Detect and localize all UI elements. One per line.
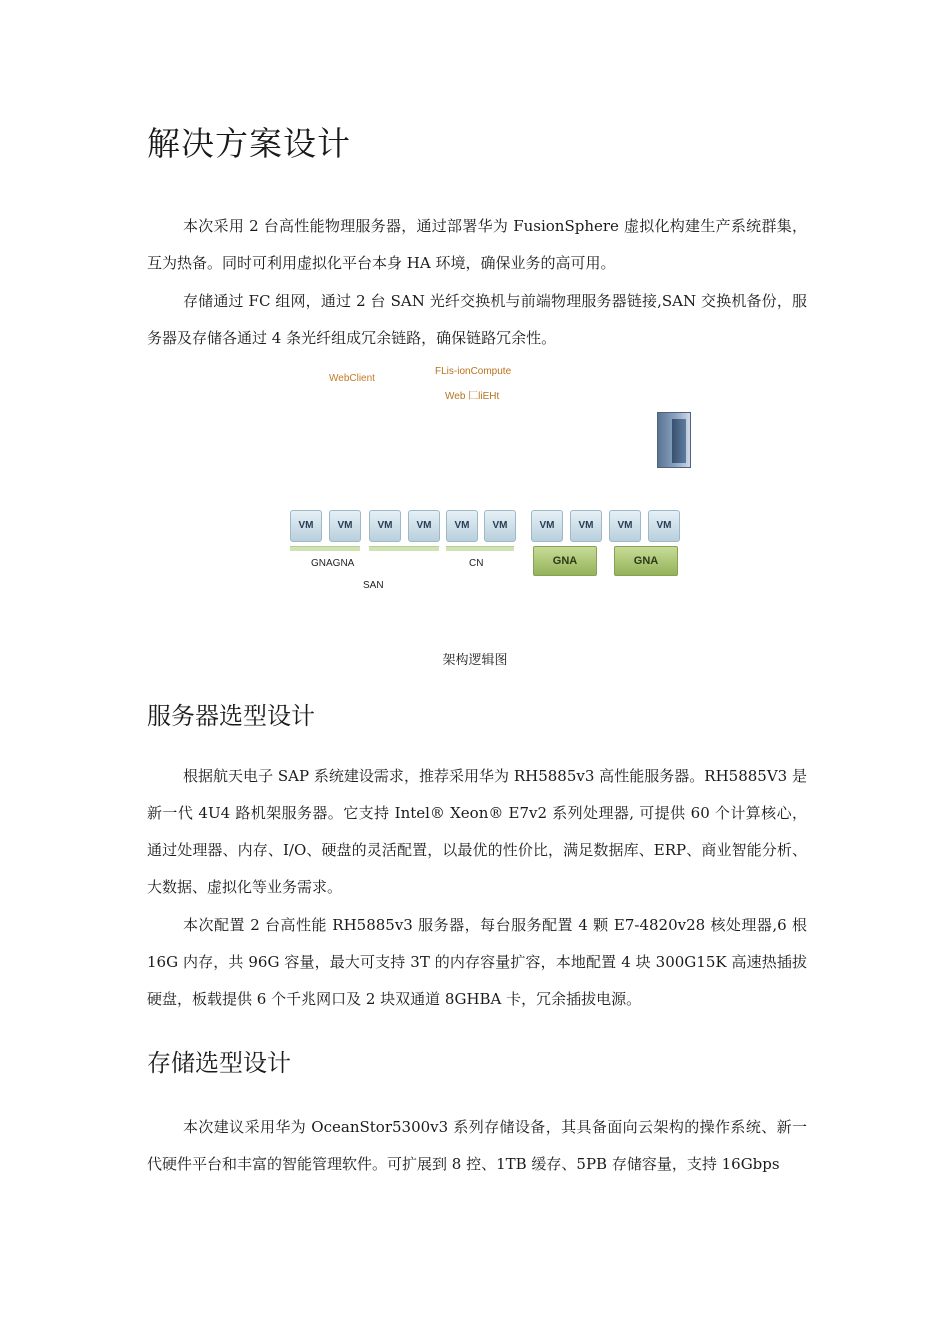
vm-box: VM — [484, 510, 516, 542]
paragraph-solution-2: 存储通过 FC 组网，通过 2 台 SAN 光纤交换机与前端物理服务器链接,SAN 交换机备份，服务器及存储各通过 4 条光纤组成冗余链路，确保链路冗余性。 — [147, 292, 807, 347]
paragraph-server-2: 本次配置 2 台高性能 RH5885v3 服务器，每台服务配置 4 颗 E7-4820v28 核处理器,6 根 16G 内存，共 96G 容量，最大可支持 3T 的内存容量扩容，本地配置 4 块 300G15K 高速热插拔硬盘，板载提供 6 个千兆网口及 2 块双通道 8GHBA 卡，冗余插拔电源。 — [147, 916, 807, 1008]
storage-device-icon — [657, 412, 691, 468]
gna-strip — [446, 546, 514, 551]
paragraph-server-1: 根据航天电子 SAP 系统建设需求，推荐采用华为 RH5885v3 高性能服务器。RH5885V3 是新一代 4U4 路机架服务器。它支持 Intel® Xeon® E7v2 系列处理器, 可提供 60 个计算核心，通过处理器、内存、I/O、硬盘的灵活配置，以最优的性价比，满足数据库、ERP、商业智能分析、大数据、虚拟化等业务需求。 — [147, 767, 807, 896]
vm-box: VM — [369, 510, 401, 542]
vm-box: VM — [290, 510, 322, 542]
gna-strip — [290, 546, 360, 551]
vm-box: VM — [329, 510, 361, 542]
webclient-faded-label: WebClient — [329, 373, 375, 384]
architecture-diagram — [285, 362, 705, 612]
vm-box: VM — [446, 510, 478, 542]
vm-box: VM — [609, 510, 641, 542]
san-label: SAN — [363, 580, 384, 591]
fusion-compute-label: FLis-ionCompute — [435, 366, 512, 377]
gna-strip — [369, 546, 439, 551]
figure-caption: 架构逻辑图 — [442, 653, 508, 668]
vm-box: VM — [408, 510, 440, 542]
gna-box: GNA — [533, 546, 597, 576]
section-title-storage-selection: 存储选型设计 — [147, 1049, 291, 1077]
section-title-server-selection: 服务器选型设计 — [147, 702, 315, 730]
gnagna-label: GNAGNA — [311, 558, 355, 569]
cn-partial-label: CN — [469, 558, 484, 569]
web-client-label: Web 匚liEHt — [445, 391, 500, 402]
vm-box: VM — [531, 510, 563, 542]
paragraph-solution-1: 本次采用 2 台高性能物理服务器，通过部署华为 FusionSphere 虚拟化构建生产系统群集，互为热备。同时可利用虚拟化平台本身 HA 环境，确保业务的高可用。 — [147, 217, 807, 272]
gna-box: GNA — [614, 546, 678, 576]
vm-box: VM — [570, 510, 602, 542]
section-title-solution-design: 解决方案设计 — [147, 124, 351, 163]
vm-box: VM — [648, 510, 680, 542]
paragraph-storage-1: 本次建议采用华为 OceanStor5300v3 系列存储设备，其具备面向云架构的操作系统、新一代硬件平台和丰富的智能管理软件。可扩展到 8 控、1TB 缓存、5PB 存储容量，支持 16Gbps — [147, 1118, 807, 1173]
